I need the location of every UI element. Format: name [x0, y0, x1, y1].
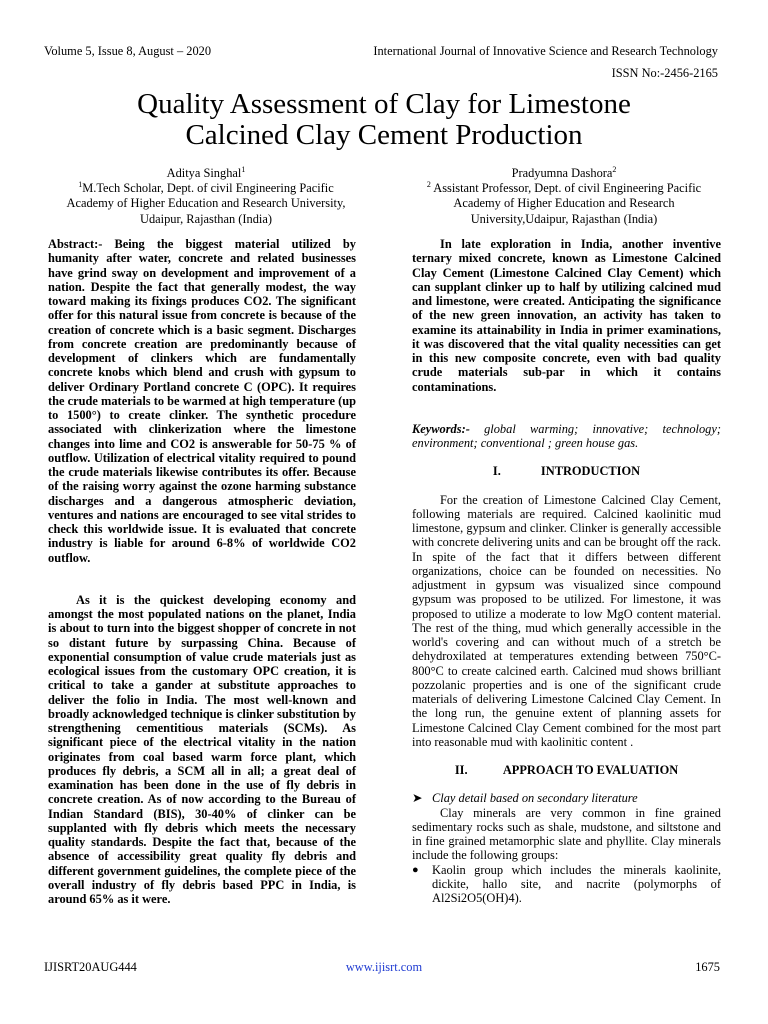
affiliation-line3: University,Udaipur, Rajasthan (India)	[470, 211, 658, 226]
bullet-item	[412, 863, 721, 906]
keywords-text: global warming; innovative; technology; environment; conventional ; green house gas.	[412, 421, 721, 450]
journal-volume: Volume 5, Issue 8, August – 2020	[44, 44, 212, 58]
keywords-label: Keywords:-	[412, 421, 470, 436]
spacer	[48, 565, 356, 579]
author-name-text: Pradyumna Dashora	[511, 166, 613, 180]
abstract-paragraph-1: Abstract:- Being the biggest material utilized by humanity after water, concrete and related businesses have grind sway on development and improvement of a nation. Despite the fact that generally modest, the way toward making its fixings produces CO2. The significant offer for this natural issue from concrete is because of the creation of concrete which is a basic segment. Discharges from concrete creation are predominantly because of development of clinkers which are fundamentally concrete knobs which blend and crush with gypsum to deliver Ordinary Portland concrete C (OPC). It requires the crude materials to be warmed at high temperature (up to 1500°) to create clinker. The synthetic procedure associated with clinkerization where the limestone changes into lime and CO2 is answerable for 50-75 % of outflow. Utilization of electrical vitality required to pound the crude materials likewise contributes its offer. Because of the raising worry against the ozone harming substance discharges and a dangerous atmospheric deviation, ventures and nations are encouraged to see vital strides to check this worldwide issue. It is evaluated that concrete industry is liable for around 6-8% of worldwide CO2 outflow.	[48, 237, 356, 565]
section-heading-introduction	[412, 464, 721, 478]
left-column	[48, 237, 356, 906]
journal-name: International Journal of Innovative Science and Research Technology	[373, 44, 718, 58]
arrow-bullet-icon: ➤	[412, 791, 423, 806]
footer-page-number: 1675	[695, 960, 720, 974]
section-title: APPROACH TO EVALUATION	[502, 763, 679, 777]
author-affiliation	[40, 181, 372, 196]
introduction-paragraph: For the creation of Limestone Calcined Clay Cement, following materials are required. Calcined kaolinitic mud limestone, gypsum and clinker. Clinker is generally accessible with concrete delivering units and can be brought off the rack. In spite of the fact that it differs between different organizations, choice can be founded on necessities. No adjustment in gypsum was visualized since compound gypsum was proposed to be utilized. For limestone, it was proposed to utilize a moderate to low MgO content material. The rest of the thing, mud which generally accessible in the world's covering and can without much of a stretch be dehydroxilated at temperatures extending between 750°C-800°C to create calcined earth. Calcined mud shows brilliant pozzolanic properties and is one of the significant crude materials of delivering Limestone Calcined Clay Cement. In the long run, the genuine extent of planning assets for Limestone Calcined Clay Cement combined for the most part into reasonable mud with kaolinitic content .	[412, 492, 721, 749]
author-name	[40, 166, 372, 181]
section-number: I.	[492, 464, 501, 479]
section-number: II.	[454, 763, 468, 777]
paper-title-line2: Calcined Clay Cement Production	[185, 119, 583, 151]
keywords	[412, 422, 721, 451]
spacer	[412, 450, 721, 464]
abstract-paragraph-3: In late exploration in India, another inventive ternary mixed concrete, known as Limestone Calcined Clay Cement (Limestone Calcined Clay Cement) which can supplant clinker up to half by utilizing calcined mud and limestone, were created. Anticipating the significance of the new green innovation, an activity has taken to examine its attainability in India in primer examinations, it was discovered that the vital quality necessities can get in this new composite concrete, even with bad quality crude materials sub-par in which it contains contaminations.	[412, 237, 721, 394]
right-column	[412, 237, 721, 905]
footer-paper-id: IJISRT20AUG444	[44, 960, 137, 974]
approach-paragraph: Clay minerals are very common in fine grained sedimentary rocks such as shale, mudstone, and siltstone and in fine grained metamorphic slate and phyllite. Clay minerals include the following groups:	[412, 805, 721, 863]
author-name-text: Aditya Singhal	[166, 166, 242, 180]
spacer	[412, 749, 721, 763]
subheading-clay-detail	[412, 791, 721, 805]
author-block-1	[40, 166, 372, 227]
affiliation-line2: Academy of Higher Education and Research	[453, 196, 675, 211]
bullet-text: Kaolin group which includes the minerals kaolinite, dickite, hallo site, and nacrite (polymorphs of Al2Si2O5(OH)4).	[432, 862, 721, 905]
subheading-text: Clay detail based on secondary literature	[432, 791, 638, 806]
abstract-paragraph-2: As it is the quickest developing economy and amongst the most populated nations on the planet, India is about to turn into the biggest shopper of concrete in not so distant future by surpassing China. Because of exponential consumption of value crude materials just as ecological issues from the customary OPC creation, it is critical to take a gander at substitute approaches to deliver the folio in India. The most well-known and broadly acknowledged technique is clinker substitution by strengthening cementitious materials (SCMs). As significant piece of the electrical vitality in the nation originates from coal based warm force plant, which produces fly debris, a SCM all in all; a great deal of examination has been done in the use of fly debris in concrete creation. As of now according to the Bureau of Indian Standard (BIS), 30-40% of clinker can be supplanted with fly debris which meets the necessary quality standards. Despite the fact that, because of the absence of accessibility great quality fly debris and different government guidelines, the complete piece of the overall industry of fly debris based PPC in India, is around 65% as it were.	[48, 592, 356, 906]
author-sup: 1	[241, 164, 246, 174]
spacer	[412, 394, 721, 408]
author-name	[398, 166, 730, 181]
section-title: INTRODUCTION	[540, 464, 641, 479]
author-sup: 2	[612, 164, 617, 174]
bullet-dot-icon: ●	[412, 863, 419, 876]
author-block-2	[398, 166, 730, 227]
affiliation-sup: 2	[426, 180, 431, 190]
footer-url-link[interactable]: www.ijisrt.com	[345, 960, 423, 974]
spacer	[412, 479, 721, 493]
affiliation-line1: Assistant Professor, Dept. of civil Engineering Pacific	[430, 181, 702, 196]
paper-title-line1: Quality Assessment of Clay for Limestone	[137, 88, 631, 120]
affiliation-line2: Academy of Higher Education and Research University,	[66, 196, 346, 211]
journal-issn: ISSN No:-2456-2165	[611, 66, 718, 80]
spacer	[48, 579, 356, 593]
spacer	[412, 777, 721, 791]
affiliation-line3: Udaipur, Rajasthan (India)	[140, 211, 272, 226]
author-affiliation	[398, 181, 730, 196]
spacer	[412, 408, 721, 422]
section-heading-approach	[412, 763, 721, 777]
affiliation-line1: M.Tech Scholar, Dept. of civil Engineering Pacific	[82, 181, 334, 196]
paper-title	[60, 89, 708, 151]
affiliation-sup: 1	[78, 180, 83, 190]
